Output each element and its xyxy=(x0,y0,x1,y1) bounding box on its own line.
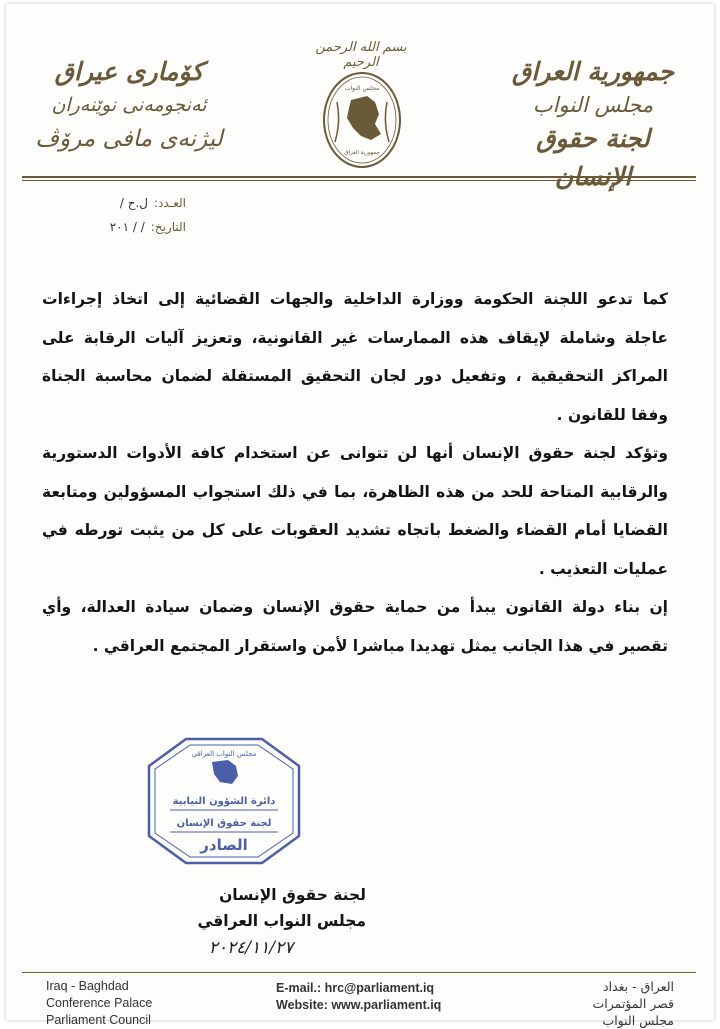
footer-en-line: Iraq - Baghdad xyxy=(46,979,129,993)
letter-page xyxy=(6,4,714,1028)
footer-contact xyxy=(276,980,441,1014)
signature-parliament: مجلس النواب العراقي xyxy=(197,912,366,930)
footer-en-line: Parliament Council xyxy=(46,1013,151,1027)
letterhead-committee: لجنة حقوق xyxy=(536,124,650,153)
emblem-top-text: مجلس النواب xyxy=(344,85,380,92)
footer-website: Website: www.parliament.iq xyxy=(276,998,442,1012)
emblem-bottom-text: جمهورية العراق xyxy=(344,150,380,156)
letter-body xyxy=(42,280,668,665)
ref-date xyxy=(36,220,186,234)
body-paragraph: وتؤكد لجنة حقوق الإنسان أنها لن تتوانى عن استخدام كافة الأدوات الدستورية والرقابية المتاحة للحد من هذه الظاهرة، بما في ذلك استجواب المسؤولين ومتابعة القضايا أمام القضاء والضغط باتجاه تشديد العقوبات على كل من يثبت تورطه في عمليات التعذيب . xyxy=(42,444,668,578)
letterhead-kurdish-committee: لیژنەی مافی مرۆڤ xyxy=(35,126,223,152)
signature-committee: لجنة حقوق الإنسان xyxy=(219,886,366,904)
footer-en-line: Conference Palace xyxy=(46,996,153,1010)
header-rule-thin xyxy=(22,180,696,181)
ref-number-label: العـدد: xyxy=(154,196,186,210)
footer-address-ar xyxy=(554,978,674,1029)
iraq-map-icon xyxy=(212,760,238,784)
handwritten-date: ٢٠٢٤/١١/٢٧ xyxy=(208,938,294,958)
footer-address-en xyxy=(46,978,152,1029)
ref-number-value: ل.ح / xyxy=(119,196,149,210)
stamp-status: الصادر xyxy=(200,836,248,854)
letterhead-kurdish xyxy=(34,54,224,158)
stamp-committee: لجنة حقوق الإنسان xyxy=(176,818,272,829)
footer-email: E-mail.: hrc@parliament.iq xyxy=(276,981,435,995)
footer-rule xyxy=(22,972,696,973)
letterhead-parliament: مجلس النواب xyxy=(532,93,654,117)
ref-date-label: التاريخ: xyxy=(150,220,186,234)
stamp-dept: دائرة الشؤون النيابية xyxy=(172,796,276,807)
footer-ar-line: مجلس النواب xyxy=(602,1013,674,1028)
body-paragraph: كما تدعو اللجنة الحكومة ووزارة الداخلية والجهات القضائية إلى اتخاذ إجراءات عاجلة وشاملة لإيقاف هذه الممارسات غير القانونية، وتعزيز آليات الرقابة على المراكز التحقيقية ، وتفعيل دور لجان التحقيق المستقلة لضمان محاسبة الجناة وفقا للقانون . xyxy=(42,290,668,424)
letterhead-arabic xyxy=(498,54,688,196)
ref-date-value: / / ٢٠١ xyxy=(109,220,145,234)
footer-ar-line: العراق - بغداد xyxy=(603,979,674,994)
stamp-outer-text: مجلس النواب العراقي xyxy=(191,750,257,758)
ref-number xyxy=(36,196,186,210)
basmala: بسم الله الرحمن الرحيم xyxy=(315,40,407,70)
official-stamp xyxy=(146,736,302,866)
letterhead-kurdish-country: كۆماری عیراق xyxy=(54,57,204,86)
body-paragraph: إن بناء دولة القانون يبدأ من حماية حقوق الإنسان وضمان سيادة العدالة، وأي تقصير في هذا الجانب يمثل تهديدا مباشرا لأمن واستقرار المجتمع العراقي . xyxy=(42,598,668,655)
header-rule xyxy=(22,176,696,178)
letterhead-country: جمهورية العراق xyxy=(511,57,675,86)
parliament-emblem-icon xyxy=(321,62,403,170)
footer-ar-line: قصر المؤتمرات xyxy=(592,996,674,1011)
letterhead-kurdish-parliament: ئەنجومەنی نوێنەران xyxy=(51,94,207,116)
